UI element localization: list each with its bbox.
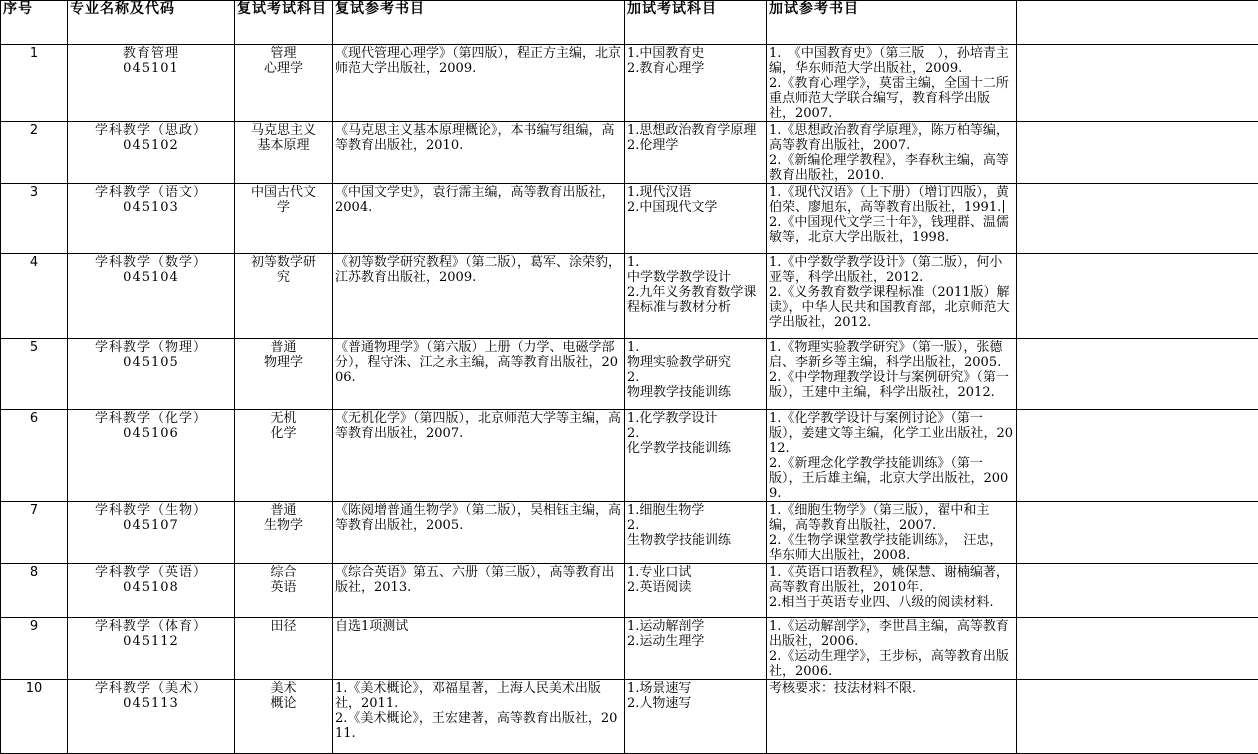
blank-column-cell[interactable] <box>1017 680 1258 754</box>
blank-column-cell[interactable] <box>1017 254 1258 339</box>
row-number-cell[interactable]: 6 <box>1 410 68 502</box>
major-cell[interactable] <box>68 184 235 254</box>
retest-books-cell[interactable] <box>333 564 625 618</box>
extra-book-line: 考核要求：技法材料不限. <box>769 681 1014 696</box>
extra-subject-line: 1.运动解剖学 <box>627 619 764 634</box>
retest-subject-line: 中国古代文 <box>237 185 330 200</box>
major-code: 045108 <box>70 580 232 595</box>
retest-subject-line: 普通 <box>237 340 330 355</box>
major-code: 045106 <box>70 426 232 441</box>
header-extra-subject[interactable]: 加试考试科目 <box>625 1 767 45</box>
extra-books-cell[interactable] <box>767 502 1017 564</box>
extra-book-line: 1.《运动解剖学》，李世昌主编，高等教育出版社，2006. <box>769 619 1014 649</box>
major-name: 学科教学（语文） <box>70 185 232 200</box>
row-number-cell[interactable]: 7 <box>1 502 68 564</box>
header-retest-subject[interactable]: 复试考试科目 <box>235 1 333 45</box>
retest-book-line: 《无机化学》（第四版），北京师范大学等主编，高等教育出版社，2007. <box>335 411 622 441</box>
extra-book-line: 1.《中学数学教学设计》（第二版），何小亚等，科学出版社，2012. <box>769 255 1014 285</box>
blank-column-cell[interactable] <box>1017 184 1258 254</box>
blank-column-cell[interactable] <box>1017 618 1258 680</box>
blank-column-cell[interactable] <box>1017 339 1258 410</box>
major-cell[interactable] <box>68 564 235 618</box>
extra-subject-line: 1.细胞生物学 <box>627 503 764 518</box>
table-row <box>1 122 1258 184</box>
extra-books-cell[interactable] <box>767 339 1017 410</box>
retest-subject-cell[interactable] <box>235 680 333 754</box>
row-number-cell[interactable]: 1 <box>1 45 68 122</box>
retest-book-line: 《现代管理心理学》（第四版），程正方主编，北京师范大学出版社，2009. <box>335 46 622 76</box>
row-number-cell[interactable]: 4 <box>1 254 68 339</box>
extra-books-cell[interactable] <box>767 680 1017 754</box>
retest-books-cell[interactable] <box>333 618 625 680</box>
major-code: 045107 <box>70 518 232 533</box>
extra-subject-line: 物理教学技能训练 <box>627 385 764 400</box>
retest-subject-line: 初等数学研 <box>237 255 330 270</box>
extra-subject-line: 1.中国教育史 <box>627 46 764 61</box>
extra-subject-line: 1.场景速写 <box>627 681 764 696</box>
retest-books-cell[interactable] <box>333 122 625 184</box>
major-name: 学科教学（生物） <box>70 503 232 518</box>
major-code: 045103 <box>70 200 232 215</box>
extra-subject-line: 2. <box>627 370 764 385</box>
major-cell[interactable] <box>68 410 235 502</box>
major-cell[interactable] <box>68 254 235 339</box>
row-number-cell[interactable]: 3 <box>1 184 68 254</box>
extra-subject-cell[interactable] <box>625 618 767 680</box>
retest-subject-cell[interactable] <box>235 410 333 502</box>
major-name: 学科教学（数学） <box>70 255 232 270</box>
extra-book-line: 1.《物理实验教学研究》（第一版），张德启、李新乡等主编，科学出版社，2005. <box>769 340 1014 370</box>
extra-subject-line: 化学教学技能训练 <box>627 441 764 456</box>
major-code: 045102 <box>70 138 232 153</box>
retest-subject-line: 学 <box>237 200 330 215</box>
extra-books-cell[interactable] <box>767 184 1017 254</box>
extra-subject-line: 1.专业口试 <box>627 565 764 580</box>
retest-subject-cell[interactable] <box>235 618 333 680</box>
major-cell[interactable] <box>68 618 235 680</box>
retest-book-line: 《马克思主义基本原理概论》，本书编写组编，高等教育出版社，2010. <box>335 123 622 153</box>
retest-subject-line: 物理学 <box>237 355 330 370</box>
retest-subject-line: 马克思主义 <box>237 123 330 138</box>
row-number-cell[interactable]: 9 <box>1 618 68 680</box>
retest-book-line: 2.《美术概论》，王宏建著，高等教育出版社，2011. <box>335 711 622 741</box>
blank-column-header[interactable] <box>1017 1 1258 45</box>
table-row <box>1 564 1258 618</box>
extra-book-line: 1.《英语口语教程》，姚保慧、谢楠编著，高等教育出版社，2010年. <box>769 565 1014 595</box>
blank-column-cell[interactable] <box>1017 410 1258 502</box>
retest-subject-line: 生物学 <box>237 518 330 533</box>
table-row <box>1 502 1258 564</box>
retest-book-line: 《中国文学史》，袁行霈主编，高等教育出版社，2004. <box>335 185 622 215</box>
extra-books-cell[interactable] <box>767 564 1017 618</box>
major-name: 学科教学（化学） <box>70 411 232 426</box>
extra-book-line: 1.《现代汉语》（上下册）（增订四版），黄伯荣、廖旭东，高等教育出版社，1991. <box>769 185 1014 215</box>
major-name: 学科教学（物理） <box>70 340 232 355</box>
extra-subject-line: 2. <box>627 518 764 533</box>
table-row <box>1 618 1258 680</box>
major-code: 045104 <box>70 270 232 285</box>
retest-books-cell[interactable] <box>333 45 625 122</box>
extra-subject-cell[interactable] <box>625 564 767 618</box>
retest-book-line: 《综合英语》第五、六册（第三版），高等教育出版社，2013. <box>335 565 622 595</box>
extra-subject-line: 2.九年义务教育数学课程标准与教材分析 <box>627 285 764 315</box>
extra-subject-cell[interactable] <box>625 339 767 410</box>
extra-books-cell[interactable] <box>767 45 1017 122</box>
extra-subject-cell[interactable] <box>625 254 767 339</box>
retest-book-line: 《普通物理学》（第六版）上册（力学、电磁学部分），程守洙、江之永主编，高等教育出版社，2006. <box>335 340 622 385</box>
major-code: 045112 <box>70 634 232 649</box>
retest-books-cell[interactable] <box>333 680 625 754</box>
extra-book-line: 2.《中国现代文学三十年》，钱理群、温儒敏等，北京大学出版社，1998. <box>769 215 1014 245</box>
row-number-cell[interactable]: 8 <box>1 564 68 618</box>
extra-book-line: 1. 《中国教育史》（第三版 ），孙培青主编，华东师范大学出版社，2009. <box>769 46 1014 76</box>
extra-subject-cell[interactable] <box>625 680 767 754</box>
major-cell[interactable] <box>68 680 235 754</box>
retest-subject-line: 美术 <box>237 681 330 696</box>
extra-subject-line: 2.英语阅读 <box>627 580 764 595</box>
extra-subject-line: 1.现代汉语 <box>627 185 764 200</box>
extra-subject-cell[interactable] <box>625 122 767 184</box>
extra-subject-cell[interactable] <box>625 410 767 502</box>
retest-subject-cell[interactable] <box>235 184 333 254</box>
extra-subject-line: 2.伦理学 <box>627 138 764 153</box>
major-name: 学科教学（思政） <box>70 123 232 138</box>
blank-column-cell[interactable] <box>1017 45 1258 122</box>
row-number-cell[interactable]: 5 <box>1 339 68 410</box>
retest-subject-line: 化学 <box>237 426 330 441</box>
retest-books-cell[interactable] <box>333 184 625 254</box>
retest-subject-cell[interactable] <box>235 45 333 122</box>
extra-subject-line: 1. <box>627 255 764 270</box>
retest-subject-line: 究 <box>237 270 330 285</box>
retest-subject-line: 概论 <box>237 696 330 711</box>
major-cell[interactable] <box>68 502 235 564</box>
extra-book-line: 2.《中学物理教学设计与案例研究》（第一版），王建中主编，科学出版社，2012. <box>769 370 1014 400</box>
extra-subject-line: 2.教育心理学 <box>627 61 764 76</box>
header-retest-books[interactable]: 复试参考书目 <box>333 1 625 45</box>
extra-book-line: 1.《思想政治教育学原理》，陈万柏等编，高等教育出版社，2007. <box>769 123 1014 153</box>
table-row <box>1 339 1258 410</box>
retest-subject-cell[interactable] <box>235 502 333 564</box>
row-number-cell[interactable]: 10 <box>1 680 68 754</box>
header-row <box>1 1 1258 45</box>
table-body <box>1 45 1258 754</box>
retest-book-line: 1.《美术概论》，邓福星著，上海人民美术出版社，2011. <box>335 681 622 711</box>
header-major[interactable]: 专业名称及代码 <box>68 1 235 45</box>
header-no[interactable]: 序号 <box>1 1 68 45</box>
retest-books-cell[interactable] <box>333 254 625 339</box>
extra-book-line: 2.《新理念化学教学技能训练》（第一版），王后雄主编，北京大学出版社，2009. <box>769 456 1014 501</box>
table-row <box>1 184 1258 254</box>
extra-subject-line: 中学数学教学设计 <box>627 270 764 285</box>
retest-book-line: 《陈阅增普通生物学》（第二版），吴相钰主编，高等教育出版社，2005. <box>335 503 622 533</box>
table-row <box>1 45 1258 122</box>
retest-subject-line: 综合 <box>237 565 330 580</box>
row-number-cell[interactable]: 2 <box>1 122 68 184</box>
extra-books-cell[interactable] <box>767 410 1017 502</box>
retest-subject-line: 田径 <box>237 619 330 634</box>
extra-subject-line: 1.思想政治教育学原理 <box>627 123 764 138</box>
extra-subject-line: 2.中国现代文学 <box>627 200 764 215</box>
extra-subject-line: 2.运动生理学 <box>627 634 764 649</box>
extra-book-line: 2.《新编伦理学教程》，李春秋主编，高等教育出版社，2010. <box>769 153 1014 183</box>
major-name: 教育管理 <box>70 46 232 61</box>
table-row <box>1 410 1258 502</box>
table-row <box>1 254 1258 339</box>
extra-book-line: 1.《细胞生物学》（第三版），翟中和主编，高等教育出版社，2007. <box>769 503 1014 533</box>
retest-subject-line: 心理学 <box>237 61 330 76</box>
major-code: 045105 <box>70 355 232 370</box>
extra-subject-line: 生物教学技能训练 <box>627 533 764 548</box>
retest-subject-cell[interactable] <box>235 122 333 184</box>
retest-subject-line: 英语 <box>237 580 330 595</box>
retest-subject-cell[interactable] <box>235 339 333 410</box>
retest-subject-line: 基本原理 <box>237 138 330 153</box>
extra-books-cell[interactable] <box>767 122 1017 184</box>
extra-book-line: 2.《生物学课堂教学技能训练》， 汪忠，华东师大出版社，2008. <box>769 533 1014 563</box>
retest-subject-cell[interactable] <box>235 564 333 618</box>
extra-book-line: 2.相当于英语专业四、八级的阅读材料. <box>769 595 1014 610</box>
extra-book-line: 2.《运动生理学》，王步标，高等教育出版社，2006. <box>769 649 1014 679</box>
retest-subject-cell[interactable] <box>235 254 333 339</box>
extra-subject-line: 2.人物速写 <box>627 696 764 711</box>
retest-subject-line: 无机 <box>237 411 330 426</box>
retest-book-line: 自选1项测试 <box>335 619 622 634</box>
extra-subject-line: 1.化学教学设计 <box>627 411 764 426</box>
extra-subject-line: 1. <box>627 340 764 355</box>
major-cell[interactable] <box>68 339 235 410</box>
extra-book-line: 2.《教育心理学》，莫雷主编，全国十二所重点师范大学联合编写，教育科学出版社，2007. <box>769 76 1014 121</box>
extra-book-line: 2.《义务教育数学课程标准（2011版）解读》，中华人民共和国教育部，北京师范大学出版社，2012. <box>769 285 1014 330</box>
major-name: 学科教学（英语） <box>70 565 232 580</box>
major-code: 045113 <box>70 696 232 711</box>
blank-column-cell[interactable] <box>1017 564 1258 618</box>
blank-column-cell[interactable] <box>1017 122 1258 184</box>
major-cell[interactable] <box>68 45 235 122</box>
extra-subject-cell[interactable] <box>625 45 767 122</box>
major-code: 045101 <box>70 61 232 76</box>
retest-subject-line: 管理 <box>237 46 330 61</box>
extra-subject-line: 2. <box>627 426 764 441</box>
extra-books-cell[interactable] <box>767 254 1017 339</box>
text-cursor <box>1003 200 1004 213</box>
extra-subject-cell[interactable] <box>625 502 767 564</box>
table-row <box>1 680 1258 754</box>
retest-book-line: 《初等数学研究教程》（第二版），葛军、涂荣豹，江苏教育出版社，2009. <box>335 255 622 285</box>
blank-column-cell[interactable] <box>1017 502 1258 564</box>
header-extra-books[interactable]: 加试参考书目 <box>767 1 1017 45</box>
extra-books-cell[interactable] <box>767 618 1017 680</box>
retest-books-cell[interactable] <box>333 339 625 410</box>
retest-books-cell[interactable] <box>333 502 625 564</box>
major-name: 学科教学（体育） <box>70 619 232 634</box>
extra-subject-cell[interactable] <box>625 184 767 254</box>
retest-books-cell[interactable] <box>333 410 625 502</box>
major-cell[interactable] <box>68 122 235 184</box>
extra-book-line: 1.《化学教学设计与案例讨论》（第一版），姜建文等主编，化学工业出版社，2012. <box>769 411 1014 456</box>
major-name: 学科教学（美术） <box>70 681 232 696</box>
retest-subject-line: 普通 <box>237 503 330 518</box>
extra-subject-line: 物理实验教学研究 <box>627 355 764 370</box>
